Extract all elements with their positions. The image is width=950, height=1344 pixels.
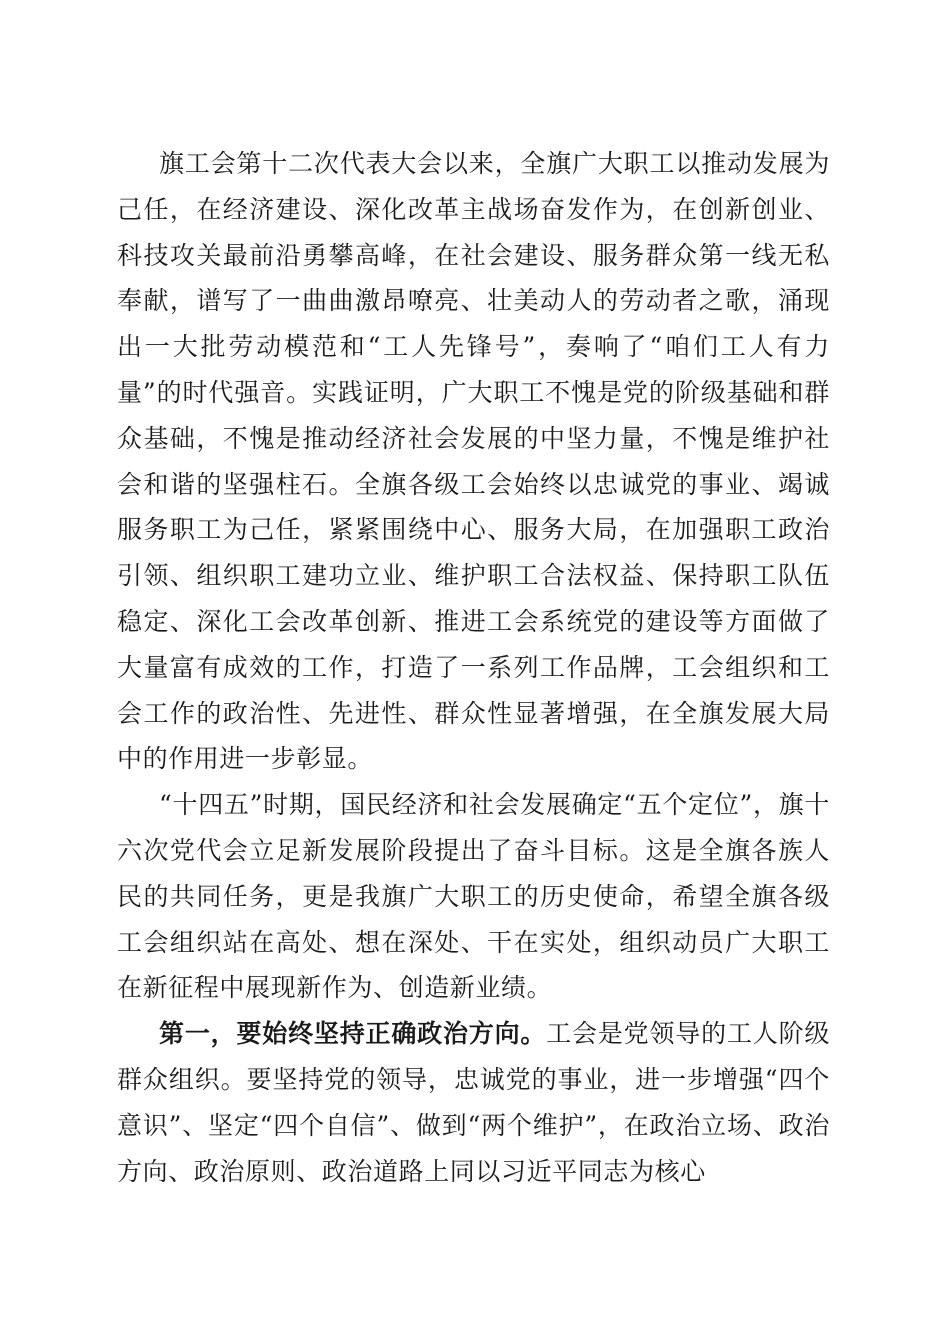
paragraph-five-year-plan [117,782,830,1011]
paragraph-lead-heading: 第一，要始终坚持正确政治方向。 [159,1019,547,1049]
paragraph-text: 旗工会第十二次代表大会以来，全旗广大职工以推动发展为己任，在经济建设、深化改革主战场奋发作为，在创新创业、科技攻关最前沿勇攀高峰，在社会建设、服务群众第一线无私奉献，谱写了一曲曲激昂嘹亮、壮美动人的劳动者之歌，涌现出一大批劳动模范和“工人先锋号”，奏响了“咱们工人有力量”的时代强音。实践证明，广大职工不愧是党的阶级基础和群众基础，不愧是推动经济社会发展的中坚力量，不愧是维护社会和谐的坚强柱石。全旗各级工会始终以忠诚党的事业、竭诚服务职工为己任，紧紧围绕中心、服务大局，在加强职工政治引领、组织职工建功立业、维护职工合法权益、保持职工队伍稳定、深化工会改革创新、推进工会系统党的建设等方面做了大量富有成效的工作，打造了一系列工作品牌，工会组织和工会工作的政治性、先进性、群众性显著增强，在全旗发展大局中的作用进一步彰显。 [117,149,830,774]
paragraph-text: “十四五”时期，国民经济和社会发展确定“五个定位”，旗十六次党代会立足新发展阶段提出了奋斗目标。这是全旗各族人民的共同任务，更是我旗广大职工的历史使命，希望全旗各级工会组织站在高处、想在深处、干在实处，组织动员广大职工在新征程中展现新作为、创造新业绩。 [117,790,830,1003]
paragraph-text: 工会是党领导的工人阶级群众组织。要坚持党的领导，忠诚党的事业，进一步增强“四个意识”、坚定“四个自信”、做到“两个维护”，在政治立场、政治方向、政治原则、政治道路上同以习近平同志为核心 [117,1019,830,1186]
paragraph-first-point [117,1011,830,1194]
paragraph-achievements [117,141,830,782]
document-body [117,141,830,1194]
